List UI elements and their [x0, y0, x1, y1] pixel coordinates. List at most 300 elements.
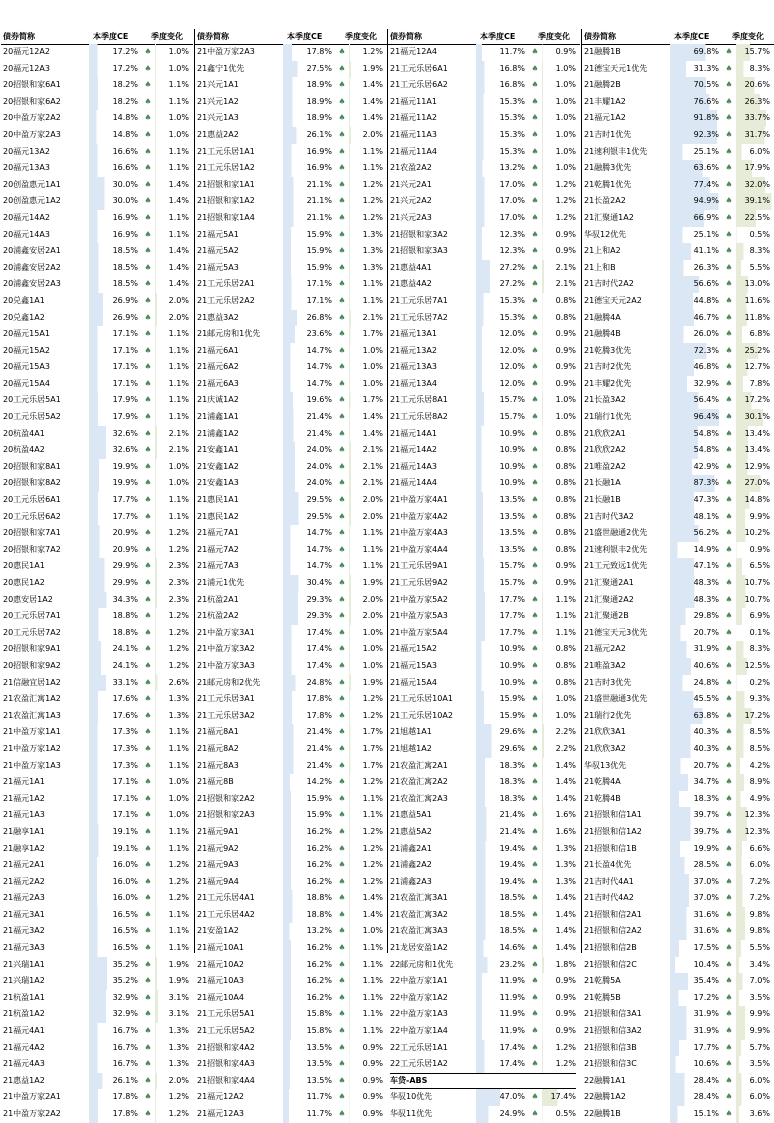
ce-value: 14.2%: [283, 774, 334, 791]
ce-value: 54.8%: [670, 426, 721, 443]
tree-icon: ♠: [338, 926, 346, 936]
bond-name: 21长盈2A2: [584, 196, 626, 206]
ce-value: 13.5%: [283, 1040, 334, 1057]
table-row: [195, 758, 387, 775]
table-row: [195, 774, 387, 791]
change-value: 1.1%: [349, 160, 385, 177]
ce-value: 15.3%: [476, 144, 527, 161]
change-value: 5.7%: [736, 1040, 772, 1057]
change-value: 31.7%: [736, 127, 772, 144]
ce-value: 15.9%: [476, 691, 527, 708]
ce-value: 29.6%: [476, 741, 527, 758]
tree-icon: ♠: [531, 959, 539, 969]
bond-name: 21乾腾5B: [584, 992, 621, 1002]
change-value: 2.2%: [542, 724, 578, 741]
tree-icon: ♠: [531, 445, 539, 455]
bond-name: 21中盈万家2A3: [197, 47, 255, 56]
bond-name: 21中盈万家4A2: [390, 511, 448, 521]
bond-name: 21福元13A2: [390, 345, 437, 355]
ce-value: 17.1%: [283, 293, 334, 310]
change-value: 0.9%: [542, 343, 578, 360]
bond-name: 21招银和信2A2: [584, 926, 642, 936]
table-row: [1, 741, 193, 758]
table-row: [195, 940, 387, 957]
tree-icon: ♠: [144, 47, 152, 56]
change-value: 0.9%: [349, 1056, 385, 1073]
table-row: [388, 558, 580, 575]
table-row: [195, 1073, 387, 1090]
change-value: 27.0%: [736, 475, 772, 492]
bond-name: 21农盈汇寓2A3: [390, 793, 448, 803]
tree-icon: ♠: [144, 677, 152, 687]
ce-value: 24.9%: [476, 1106, 527, 1123]
change-value: 1.0%: [542, 691, 578, 708]
ce-value: 21.1%: [283, 210, 334, 227]
table-row: [388, 61, 580, 78]
change-value: 2.0%: [155, 293, 191, 310]
ce-value: 26.1%: [283, 127, 334, 144]
tree-icon: ♠: [531, 810, 539, 820]
tree-icon: ♠: [338, 710, 346, 720]
tree-icon: ♠: [144, 262, 152, 272]
table-row: [582, 592, 774, 609]
change-value: 2.0%: [349, 127, 385, 144]
bond-name: 21福元10A1: [197, 943, 244, 953]
bond-name: 21旭越1A2: [390, 743, 432, 753]
table-row: [388, 94, 580, 111]
table-row: [582, 1023, 774, 1040]
ce-value: 56.6%: [670, 276, 721, 293]
table-row: [388, 990, 580, 1007]
bond-name: 21福元14A4: [390, 478, 437, 488]
tree-icon: ♠: [338, 893, 346, 903]
bond-name: 21唯盈3A2: [584, 660, 626, 670]
bond-name: 21农盈汇寓3A2: [390, 909, 448, 919]
tree-icon: ♠: [144, 495, 152, 505]
change-value: 17.9%: [736, 160, 772, 177]
ce-value: 17.8%: [283, 708, 334, 725]
ce-value: 10.9%: [476, 426, 527, 443]
table-row: [582, 691, 774, 708]
table-row: [388, 492, 580, 509]
change-value: 2.1%: [542, 260, 578, 277]
table-row: [388, 890, 580, 907]
change-value: 39.1%: [736, 193, 772, 210]
bond-name: 20兑鑫1A1: [3, 295, 45, 305]
change-value: 1.0%: [542, 409, 578, 426]
ce-value: 17.7%: [476, 608, 527, 625]
tree-icon: ♠: [144, 246, 152, 256]
change-value: 1.2%: [155, 641, 191, 658]
tree-icon: ♠: [144, 229, 152, 239]
ce-value: 32.9%: [89, 990, 140, 1007]
change-value: 1.1%: [155, 923, 191, 940]
tree-icon: ♠: [144, 1075, 152, 1085]
tree-icon: ♠: [725, 992, 733, 1002]
bond-name: 21浦鑫1A1: [197, 412, 239, 422]
ce-value: 19.9%: [89, 475, 140, 492]
bond-name: 21福元2A2: [3, 876, 45, 886]
ce-value: 56.4%: [670, 392, 721, 409]
change-value: 17.2%: [736, 392, 772, 409]
change-value: 1.2%: [155, 857, 191, 874]
ce-value: 16.8%: [476, 77, 527, 94]
bond-name: 20招银和家9A1: [3, 644, 61, 654]
change-value: 8.5%: [736, 724, 772, 741]
bond-name: 21杭盈2A2: [197, 611, 239, 621]
ce-value: 29.5%: [283, 492, 334, 509]
change-value: 3.6%: [736, 1106, 772, 1123]
tree-icon: ♠: [338, 312, 346, 322]
ce-value: 27.2%: [476, 260, 527, 277]
change-value: 1.8%: [542, 957, 578, 974]
tree-icon: ♠: [338, 976, 346, 986]
table-row: [388, 359, 580, 376]
tree-icon: ♠: [338, 1075, 346, 1085]
bond-name: 21福元13A4: [390, 378, 437, 388]
bond-name: 21浦元1优先: [197, 578, 245, 587]
ce-value: 19.1%: [89, 841, 140, 858]
change-value: 1.0%: [542, 160, 578, 177]
table-row: [1, 923, 193, 940]
table-row: [388, 276, 580, 293]
table-row: [195, 874, 387, 891]
bond-name: 21福元12A2: [197, 1092, 244, 1102]
table-header: [195, 29, 387, 45]
change-value: 12.7%: [736, 359, 772, 376]
change-value: 2.0%: [349, 492, 385, 509]
table-row: [388, 923, 580, 940]
table-row: [388, 1006, 580, 1023]
change-value: 1.0%: [542, 61, 578, 78]
tree-icon: ♠: [531, 1026, 539, 1036]
change-value: 1.2%: [349, 193, 385, 210]
change-value: 1.3%: [542, 857, 578, 874]
ce-value: 11.9%: [476, 990, 527, 1007]
table-row: [1, 1056, 193, 1073]
tree-icon: ♠: [338, 826, 346, 836]
change-value: 1.1%: [155, 907, 191, 924]
ce-value: 21.4%: [283, 409, 334, 426]
table-row: [195, 94, 387, 111]
table-row: [1, 1089, 193, 1106]
ce-value: 18.5%: [476, 907, 527, 924]
bond-name: 21兴瑞1A2: [3, 976, 45, 986]
change-value: 2.3%: [155, 575, 191, 592]
change-value: 2.1%: [349, 475, 385, 492]
table-row: [1, 708, 193, 725]
tree-icon: ♠: [338, 146, 346, 156]
change-value: 17.2%: [736, 708, 772, 725]
ce-value: 28.4%: [670, 1089, 721, 1106]
table-row: [388, 227, 580, 244]
change-value: 1.1%: [155, 509, 191, 526]
tree-icon: ♠: [144, 412, 152, 422]
bond-name: 21福元7A1: [197, 528, 239, 538]
ce-value: 21.4%: [283, 426, 334, 443]
tree-icon: ♠: [144, 909, 152, 919]
change-value: 1.4%: [155, 177, 191, 194]
tree-icon: ♠: [725, 146, 733, 156]
ce-value: 16.9%: [89, 210, 140, 227]
header-ce: 本季度CE: [93, 32, 129, 41]
tree-icon: ♠: [144, 578, 152, 587]
ce-value: 21.4%: [283, 724, 334, 741]
tree-icon: ♠: [338, 843, 346, 853]
ce-value: 24.0%: [283, 475, 334, 492]
ce-value: 17.7%: [476, 592, 527, 609]
ce-value: 42.9%: [670, 459, 721, 476]
tree-icon: ♠: [531, 279, 539, 289]
tree-icon: ♠: [531, 743, 539, 753]
bond-name: 21招银和家4A3: [197, 1059, 255, 1069]
change-value: 1.2%: [542, 1040, 578, 1057]
change-value: 13.0%: [736, 276, 772, 293]
bond-name: 21招银和信1A1: [584, 810, 642, 820]
change-value: 4.2%: [736, 758, 772, 775]
change-value: 0.8%: [542, 293, 578, 310]
tree-icon: ♠: [144, 561, 152, 571]
change-value: 0.9%: [542, 227, 578, 244]
bond-name: 21福元12A3: [197, 1109, 244, 1118]
table-row: [1, 343, 193, 360]
tree-icon: ♠: [144, 710, 152, 720]
change-value: 1.4%: [349, 907, 385, 924]
ce-value: 26.9%: [89, 293, 140, 310]
change-value: 0.9%: [542, 1023, 578, 1040]
change-value: 1.7%: [349, 392, 385, 409]
table-row: [582, 110, 774, 127]
change-value: 1.4%: [349, 110, 385, 127]
table-row: [195, 343, 387, 360]
tree-icon: ♠: [531, 893, 539, 903]
tree-icon: ♠: [338, 694, 346, 704]
ce-value: 16.2%: [283, 957, 334, 974]
bond-name: 21丰耀1A2: [584, 96, 626, 106]
change-value: 9.9%: [736, 509, 772, 526]
ce-value: 40.3%: [670, 724, 721, 741]
ce-value: 19.9%: [670, 841, 721, 858]
ce-value: 14.7%: [283, 343, 334, 360]
bond-name: 20工元乐居7A2: [3, 627, 61, 637]
tree-icon: ♠: [338, 113, 346, 123]
tree-icon: ♠: [338, 777, 346, 787]
ce-value: 31.9%: [670, 1023, 721, 1040]
ce-value: 17.1%: [89, 791, 140, 808]
table-row: [195, 1089, 387, 1106]
bond-name: 21瑞行1优先: [584, 412, 632, 422]
section-label: 车贷-ABS: [390, 1073, 576, 1089]
bond-name: 21唯盈2A2: [584, 461, 626, 471]
table-row: [388, 459, 580, 476]
tree-icon: ♠: [144, 113, 152, 123]
ce-value: 14.7%: [283, 376, 334, 393]
bond-name: 20福元12A2: [3, 47, 50, 56]
table-row: [388, 160, 580, 177]
table-row: [1, 193, 193, 210]
table-row: [195, 1040, 387, 1057]
change-value: 6.6%: [736, 841, 772, 858]
table-row: [582, 127, 774, 144]
tree-icon: ♠: [531, 196, 539, 206]
bond-name: 21中盈万家2A2: [3, 1109, 61, 1118]
bond-name: 21中盈万家5A3: [390, 611, 448, 621]
tree-icon: ♠: [725, 163, 733, 173]
table-row: [582, 509, 774, 526]
tree-icon: ♠: [338, 262, 346, 272]
bond-name: 20创盈惠元1A1: [3, 179, 61, 189]
table-row: [1, 957, 193, 974]
change-value: 1.1%: [349, 542, 385, 559]
table-row: [195, 791, 387, 808]
table-row: [388, 442, 580, 459]
table-row: [582, 724, 774, 741]
bond-name: 21福元14A2: [390, 445, 437, 455]
tree-icon: ♠: [338, 909, 346, 919]
change-value: 1.4%: [542, 774, 578, 791]
table-row: [1, 475, 193, 492]
table-row: [582, 426, 774, 443]
table-row: [1, 973, 193, 990]
change-value: 1.2%: [542, 193, 578, 210]
ce-value: 29.6%: [476, 724, 527, 741]
tree-icon: ♠: [338, 1109, 346, 1118]
bond-name: 21福元5A2: [197, 246, 239, 256]
bond-name: 20浦鑫安居2A1: [3, 246, 61, 256]
ce-value: 20.7%: [670, 758, 721, 775]
table-row: [582, 857, 774, 874]
change-value: 1.0%: [349, 641, 385, 658]
change-value: 1.1%: [349, 1006, 385, 1023]
ce-value: 17.6%: [89, 691, 140, 708]
table-row: [1, 841, 193, 858]
change-value: 1.9%: [155, 973, 191, 990]
tree-icon: ♠: [531, 461, 539, 471]
bond-name: 21福元6A2: [197, 362, 239, 372]
table-row: [388, 1089, 580, 1106]
tree-icon: ♠: [338, 495, 346, 505]
change-value: 1.1%: [349, 957, 385, 974]
change-value: 13.4%: [736, 426, 772, 443]
change-value: 8.3%: [736, 61, 772, 78]
change-value: 1.1%: [155, 824, 191, 841]
tree-icon: ♠: [725, 461, 733, 471]
bond-name: 21汇聚通2A1: [584, 578, 634, 587]
bond-name: 21福元8A1: [197, 727, 239, 737]
tree-icon: ♠: [144, 926, 152, 936]
bond-name: 21邮元房和1优先: [197, 329, 261, 339]
change-value: 1.4%: [155, 193, 191, 210]
change-value: 0.9%: [542, 558, 578, 575]
change-value: 2.3%: [155, 558, 191, 575]
change-value: 1.0%: [155, 791, 191, 808]
tree-icon: ♠: [338, 860, 346, 870]
table-row: [195, 675, 387, 692]
table-row: [582, 824, 774, 841]
ce-value: 29.9%: [89, 575, 140, 592]
bond-name: 21福元2A3: [3, 893, 45, 903]
tree-icon: ♠: [531, 246, 539, 256]
tree-icon: ♠: [725, 262, 733, 272]
change-value: 2.1%: [349, 310, 385, 327]
table-row: [388, 409, 580, 426]
change-value: 8.3%: [736, 641, 772, 658]
table-row: [1, 774, 193, 791]
change-value: 1.1%: [155, 160, 191, 177]
change-value: 9.3%: [736, 691, 772, 708]
table-row: [582, 77, 774, 94]
bond-name: 20工元乐居6A1: [3, 495, 61, 505]
change-value: 3.4%: [736, 957, 772, 974]
change-value: 3.1%: [155, 990, 191, 1007]
change-value: 1.1%: [155, 94, 191, 111]
change-value: 1.0%: [542, 708, 578, 725]
bond-name: 21中盈万家1A2: [3, 743, 61, 753]
bond-name: 21欣欣2A2: [584, 445, 626, 455]
tree-icon: ♠: [338, 561, 346, 571]
tree-icon: ♠: [725, 561, 733, 571]
header-ce: 本季度CE: [287, 32, 323, 41]
change-value: 1.4%: [542, 791, 578, 808]
bond-name: 21盛世融通2优先: [584, 528, 648, 538]
tree-icon: ♠: [725, 1109, 733, 1118]
bond-name: 21招银和信2A1: [584, 909, 642, 919]
table-row: [582, 1106, 774, 1123]
bond-name: 21工元乐居3A1: [197, 694, 255, 704]
tree-icon: ♠: [531, 96, 539, 106]
bond-name: 21福元8A3: [197, 760, 239, 770]
bond-name: 22中盈万家1A1: [390, 976, 448, 986]
bond-name: 21兴元2A3: [390, 212, 432, 222]
tree-icon: ♠: [531, 163, 539, 173]
table-row: [1, 990, 193, 1007]
ce-value: 17.1%: [89, 326, 140, 343]
bond-name: 20中盈万家2A3: [3, 129, 61, 139]
table-row: [388, 193, 580, 210]
tree-icon: ♠: [338, 627, 346, 637]
tree-icon: ♠: [531, 976, 539, 986]
tree-icon: ♠: [144, 445, 152, 455]
ce-value: 17.3%: [89, 741, 140, 758]
tree-icon: ♠: [338, 63, 346, 73]
tree-icon: ♠: [144, 378, 152, 388]
table-row: [195, 592, 387, 609]
bond-name: 21浦鑫1A2: [197, 428, 239, 438]
bond-name: 21福元6A3: [197, 378, 239, 388]
table-row: [1, 44, 193, 61]
change-value: 1.0%: [349, 359, 385, 376]
ce-value: 21.4%: [476, 807, 527, 824]
ce-value: 18.3%: [476, 758, 527, 775]
bond-name: 21工元乐居7A1: [390, 295, 448, 305]
bond-name: 21信融宜居1A2: [3, 677, 61, 687]
change-value: 1.1%: [155, 376, 191, 393]
bond-name: 21汇聚通2A2: [584, 594, 634, 604]
tree-icon: ♠: [144, 362, 152, 372]
tree-icon: ♠: [725, 113, 733, 123]
change-value: 0.9%: [542, 376, 578, 393]
ce-value: 16.2%: [283, 874, 334, 891]
change-value: 0.8%: [542, 675, 578, 692]
table-row: [388, 857, 580, 874]
bond-name: 21鑫宁1优先: [197, 63, 245, 73]
ce-value: 15.8%: [283, 1006, 334, 1023]
ce-value: 18.5%: [476, 890, 527, 907]
change-value: 0.8%: [542, 542, 578, 559]
change-value: 1.7%: [349, 724, 385, 741]
ce-value: 94.9%: [670, 193, 721, 210]
ce-value: 77.4%: [670, 177, 721, 194]
